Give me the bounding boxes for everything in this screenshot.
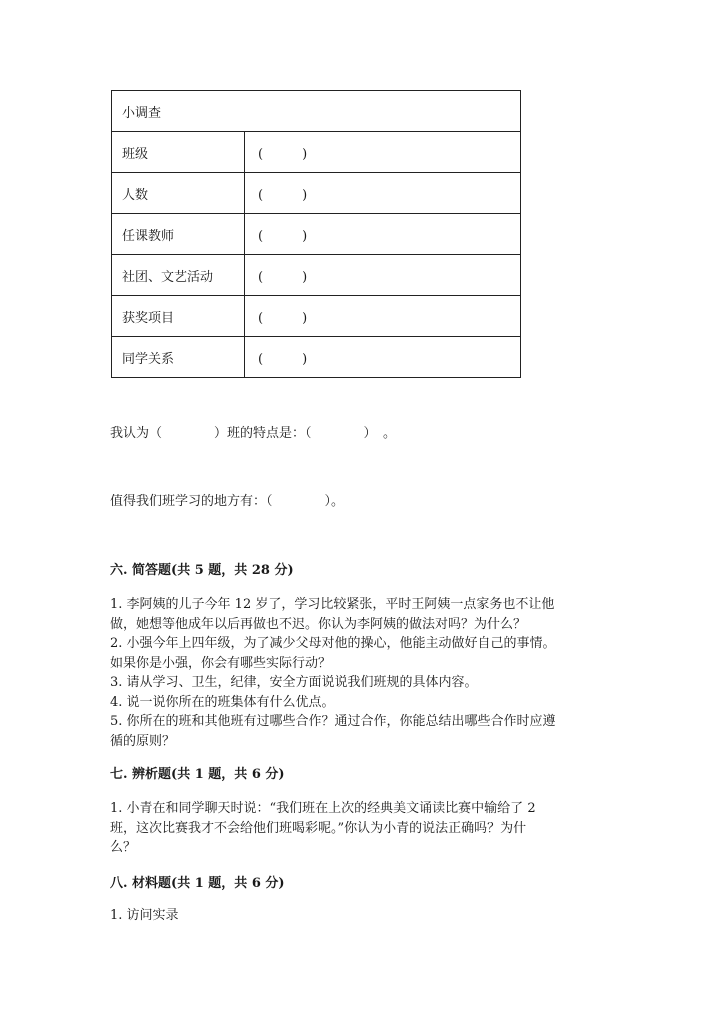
survey-row-blank: ( )	[245, 255, 521, 296]
survey-row-blank: ( )	[245, 132, 521, 173]
question-line: 如果你是小强，你会有哪些实际行动？	[110, 655, 332, 671]
section-6-heading: 六. 简答题(共 5 题，共 28 分)	[110, 563, 294, 578]
survey-row-blank: ( )	[245, 337, 521, 378]
fill-in-class-feature: 我认为（ ）班的特点是：（ ） 。	[110, 426, 397, 441]
survey-row	[112, 255, 521, 296]
question-line: 4. 说一说你所在的班集体有什么优点。	[110, 694, 335, 710]
survey-row	[112, 214, 521, 255]
question-line: 1. 小青在和同学聊天时说：“我们班在上次的经典美文诵读比赛中输给了 2	[110, 801, 536, 816]
question-line: 3. 请从学习、卫生，纪律，安全方面说说我们班规的具体内容。	[110, 675, 478, 690]
survey-row-blank: ( )	[245, 173, 521, 214]
fill-in-learn-from: 值得我们班学习的地方有：（ ）。	[110, 494, 345, 509]
question-line: 做，她想等他成年以后再做也不迟。你认为李阿姨的做法对吗？为什么？	[110, 616, 527, 632]
survey-row-label: 同学关系	[112, 337, 245, 378]
question-line: 5. 你所在的班和其他班有过哪些合作？通过合作，你能总结出哪些合作时应遵	[110, 714, 556, 729]
survey-row-label: 获奖项目	[112, 296, 245, 337]
question-line: 班，这次比赛我才不会给他们班喝彩呢。”你认为小青的说法正确吗？为什	[110, 820, 527, 836]
section-6-questions	[110, 595, 610, 751]
section-7-questions	[110, 799, 610, 858]
section-8-questions	[110, 906, 610, 926]
question-line: 2. 小强今年上四年级，为了减少父母对他的操心，他能主动做好自己的事情。	[110, 636, 556, 651]
survey-table	[111, 90, 521, 378]
question-line: 1. 李阿姨的儿子今年 12 岁了，学习比较紧张，平时王阿姨一点家务也不让他	[110, 597, 555, 612]
survey-row-label: 人数	[112, 173, 245, 214]
survey-row	[112, 132, 521, 173]
survey-row	[112, 337, 521, 378]
survey-row-label: 班级	[112, 132, 245, 173]
survey-title: 小调查	[112, 91, 521, 132]
survey-row	[112, 296, 521, 337]
section-8-heading: 八. 材料题(共 1 题，共 6 分)	[110, 876, 285, 891]
survey-row-label: 社团、文艺活动	[112, 255, 245, 296]
section-7-heading: 七. 辨析题(共 1 题，共 6 分)	[110, 767, 285, 782]
survey-row-label: 任课教师	[112, 214, 245, 255]
survey-row-blank: ( )	[245, 296, 521, 337]
survey-row	[112, 173, 521, 214]
question-line: 1. 访问实录	[110, 908, 179, 923]
question-line: 循的原则？	[110, 733, 176, 749]
survey-row-blank: ( )	[245, 214, 521, 255]
survey-title-row	[112, 91, 521, 132]
question-line: 么？	[110, 840, 137, 855]
